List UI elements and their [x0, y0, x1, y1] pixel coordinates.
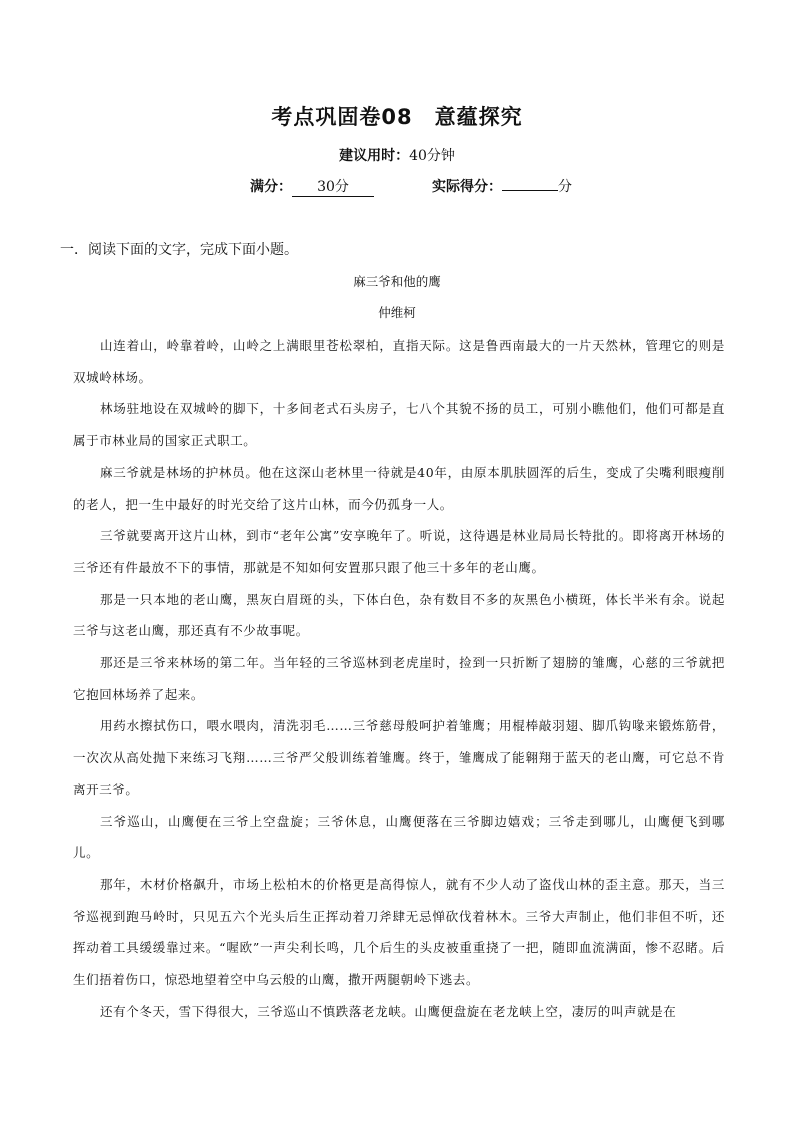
actual-score-label: 实际得分：	[432, 179, 502, 195]
full-score-value: 30分	[292, 176, 374, 197]
title-topic: 意蕴探究	[434, 105, 523, 129]
passage-paragraph: 三爷巡山，山鹰便在三爷上空盘旋；三爷休息，山鹰便落在三爷脚边嬉戏；三爷走到哪儿，山鹰便飞到哪儿。	[73, 813, 725, 861]
actual-score-unit: 分	[558, 179, 572, 195]
score-line	[250, 176, 572, 197]
title-exam-name: 考点巩固卷08	[271, 105, 413, 129]
full-score-label: 满分：	[250, 179, 292, 195]
passage-paragraph: 那还是三爷来林场的第二年。当年轻的三爷巡林到老虎崖时，捡到一只折断了翅膀的雏鹰，心慈的三爷就把它抱回林场养了起来。	[73, 655, 725, 702]
passage-paragraph: 用药水擦拭伤口，喂水喂肉，清洗羽毛……三爷慈母般呵护着雏鹰；用棍棒敲羽翅、脚爪钩喙来锻炼筋骨，一次次从高处抛下来练习飞翔……三爷严父般训练着雏鹰。终于，雏鹰成了能翱翔于蓝天的老山鹰，可它总不肯离开三爷。	[73, 718, 725, 797]
passage-author: 仲维柯	[378, 305, 416, 320]
page-title	[0, 101, 794, 131]
passage-title: 麻三爷和他的鹰	[353, 274, 441, 289]
passage-paragraph: 麻三爷就是林场的护林员。他在这深山老林里一待就是40年，由原本肌肤圆浑的后生，变成了尖嘴利眼瘦削的老人，把一生中最好的时光交给了这片山林，而今仍孤身一人。	[73, 464, 725, 512]
question-prompt: 一．阅读下面的文字，完成下面小题。	[60, 242, 298, 258]
passage-paragraph: 那年，木材价格飙升，市场上松柏木的价格更是高得惊人，就有不少人动了盗伐山林的歪主意。那天，当三爷巡视到跑马岭时，只见五六个光头后生正挥动着刀斧肆无忌惮砍伐着林木。三爷大声制止，他们非但不听，还挥动着工具缓缓靠过来。“喔欧”一声尖利长鸣，几个后生的头皮被重重挠了一把，随即血流满面，惨不忍睹。后生们捂着伤口，惊恐地望着空中乌云般的山鹰，撒开两腿朝岭下逃去。	[73, 876, 725, 988]
passage-paragraph: 林场驻地设在双城岭的脚下，十多间老式石头房子，七八个其貌不扬的员工，可别小瞧他们，他们可都是直属于市林业局的国家正式职工。	[73, 401, 725, 449]
passage-paragraph: 还有个冬天，雪下得很大，三爷巡山不慎跌落老龙峡。山鹰便盘旋在老龙峡上空，凄厉的叫声就是在	[100, 1003, 677, 1019]
passage-paragraph: 山连着山，岭靠着岭，山岭之上满眼里苍松翠柏，直指天际。这是鲁西南最大的一片天然林，管理它的则是双城岭林场。	[73, 338, 725, 385]
passage-paragraph: 三爷就要离开这片山林，到市“老年公寓”安享晚年了。听说，这待遇是林业局局长特批的。即将离开林场的三爷还有件最放不下的事情，那就是不知如何安置那只跟了他三十多年的老山鹰。	[73, 528, 725, 575]
suggested-time-value: 40分钟	[409, 148, 455, 164]
actual-score-blank	[502, 190, 558, 191]
passage-paragraph: 那是一只本地的老山鹰，黑灰白眉斑的头，下体白色，杂有数目不多的灰黑色小横斑，体长半米有余。说起三爷与这老山鹰，那还真有不少故事呢。	[73, 591, 725, 639]
suggested-time-label: 建议用时：	[339, 148, 410, 164]
suggested-time-line	[0, 145, 794, 165]
passage-body	[73, 330, 725, 1027]
